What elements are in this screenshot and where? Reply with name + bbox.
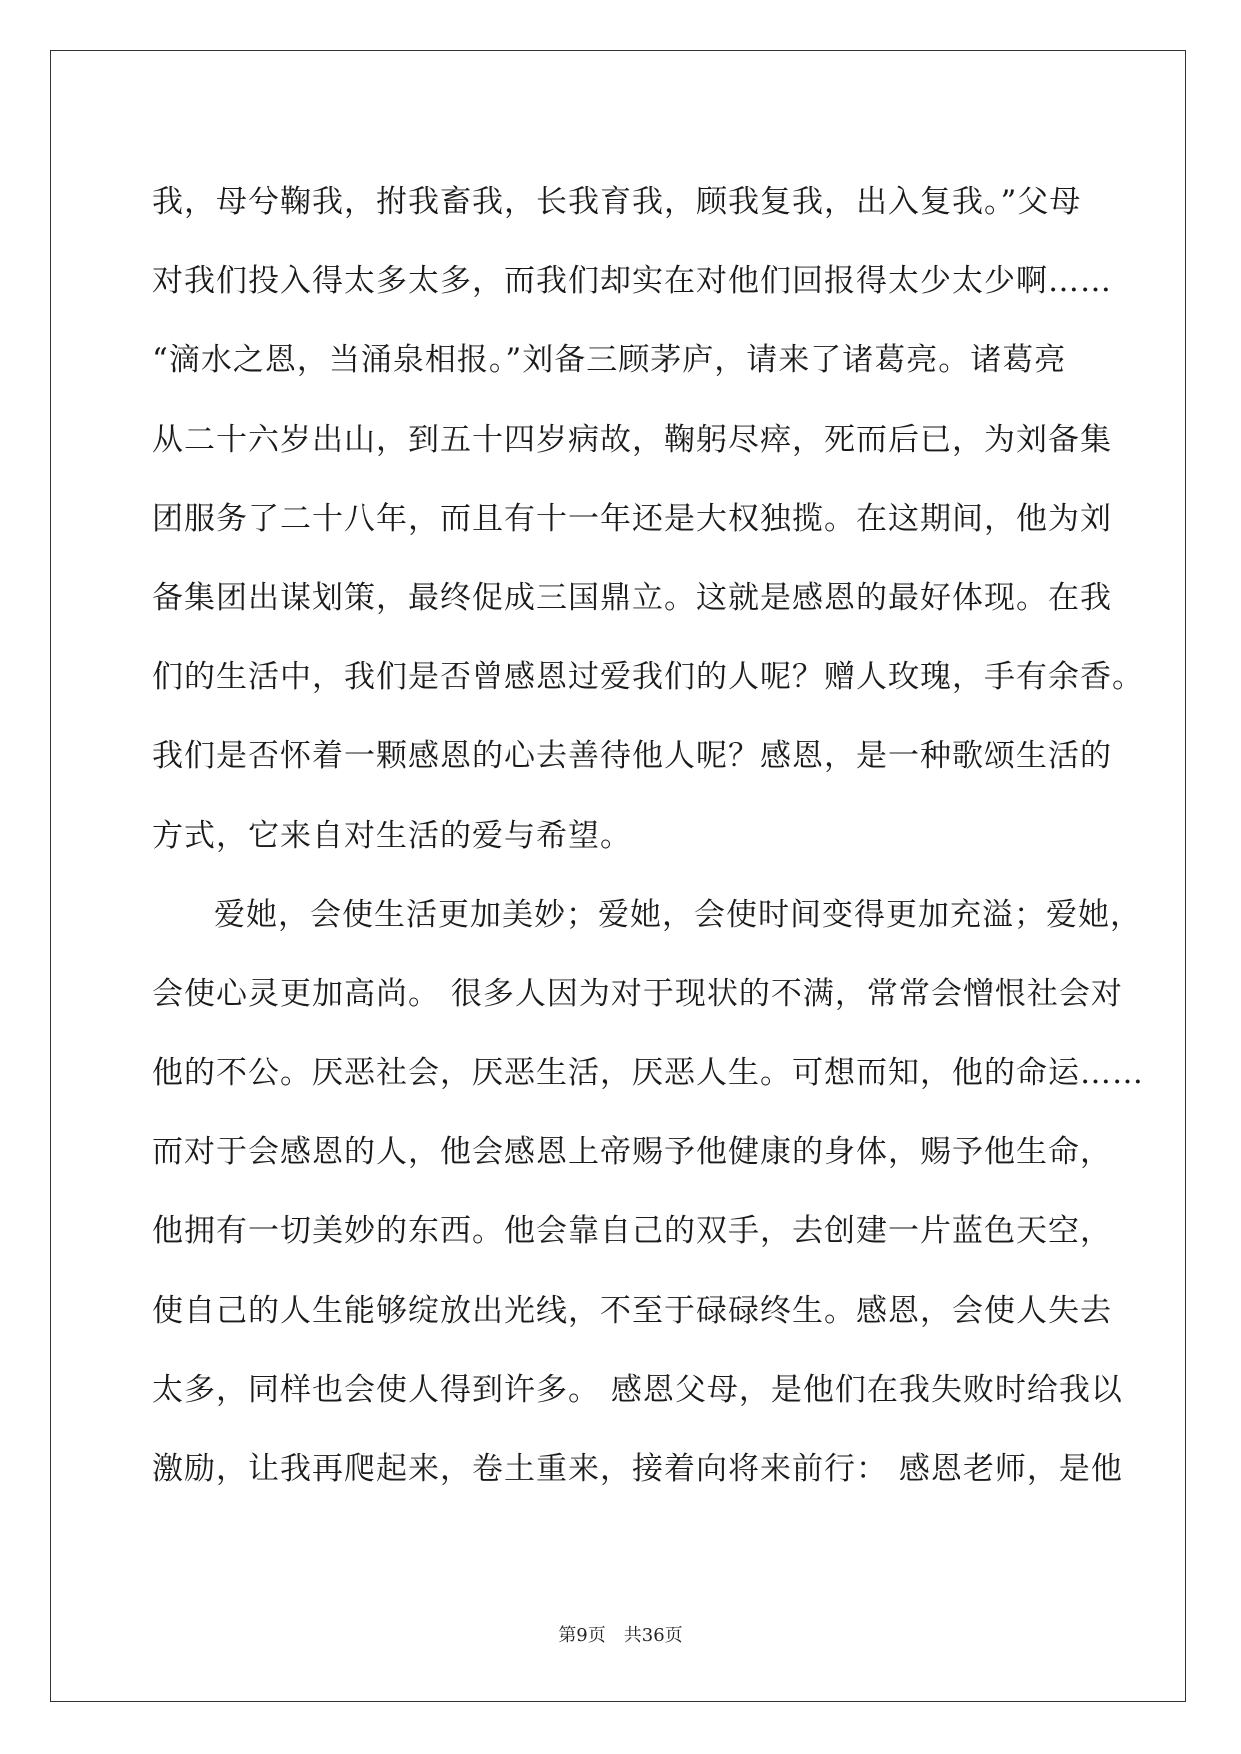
- text-line: 我们是否怀着一颗感恩的心去善待他人呢？感恩，是一种歌颂生活的: [152, 738, 1112, 775]
- text-line: 他的不公。厌恶社会，厌恶生活，厌恶人生。可想而知，他的命运……: [152, 1055, 1144, 1092]
- page-number-footer: 第9页 共36页: [558, 1625, 683, 1646]
- text-line: 使自己的人生能够绽放出光线，不至于碌碌终生。感恩，会使人失去: [152, 1292, 1112, 1329]
- paragraph-start-line: 爱她，会使生活更加美妙；爱她，会使时间变得更加充溢；爱她，: [214, 896, 1142, 933]
- text-line: 方式，它来自对生活的爱与希望。: [152, 817, 632, 854]
- text-line: 团服务了二十八年，而且有十一年还是大权独揽。在这期间，他为刘: [152, 500, 1112, 537]
- text-line: 太多，同样也会使人得到许多。 感恩父母，是他们在我失败时给我以: [152, 1371, 1123, 1408]
- text-line: 从二十六岁出山，到五十四岁病故，鞠躬尽瘁，死而后已，为刘备集: [152, 421, 1112, 458]
- text-line: “滴水之恩，当涌泉相报。”刘备三顾茅庐，请来了诸葛亮。诸葛亮: [152, 342, 1067, 379]
- text-line: 我，母兮鞠我，拊我畜我，长我育我，顾我复我，出入复我。”父母: [152, 184, 1082, 220]
- text-line: 会使心灵更加高尚。 很多人因为对于现状的不满，常常会憎恨社会对: [152, 975, 1123, 1012]
- text-line: 激励，让我再爬起来，卷土重来，接着向将来前行： 感恩老师，是他: [152, 1451, 1123, 1487]
- text-line: 他拥有一切美妙的东西。他会靠自己的双手，去创建一片蓝色天空，: [152, 1213, 1112, 1250]
- text-line: 们的生活中，我们是否曾感恩过爱我们的人呢？赠人玫瑰，手有余香。: [152, 659, 1144, 696]
- text-line: 而对于会感恩的人，他会感恩上帝赐予他健康的身体，赐予他生命，: [152, 1134, 1112, 1171]
- text-line: 备集团出谋划策，最终促成三国鼎立。这就是感恩的最好体现。在我: [152, 579, 1112, 616]
- document-body: [152, 163, 1144, 1509]
- text-line: 对我们投入得太多太多，而我们却实在对他们回报得太少太少啊……: [152, 263, 1112, 300]
